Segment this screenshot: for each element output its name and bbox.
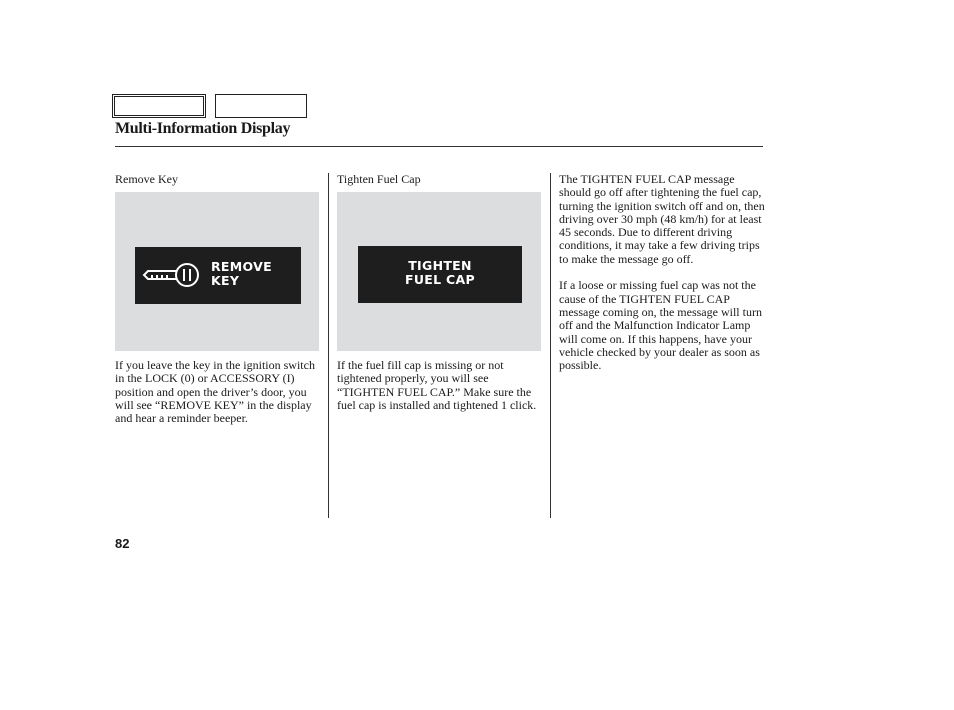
tighten-fuel-cap-message-line2: FUEL CAP xyxy=(405,272,475,287)
title-divider xyxy=(115,146,763,147)
tighten-fuel-cap-message-line1: TIGHTEN xyxy=(408,258,472,273)
nav-tab-table-of-contents[interactable] xyxy=(215,94,307,118)
column-divider-2 xyxy=(550,173,551,518)
remove-key-message-line1: REMOVE xyxy=(211,259,272,274)
page-number: 82 xyxy=(115,536,130,551)
tighten-fuel-cap-display xyxy=(358,246,522,303)
fuel-cap-paragraph-2: If a loose or missing fuel cap was not the cause of the TIGHTEN FUEL CAP message coming on, the message will turn off and the Malfunction Indicator Lamp will come on. If this happens, have your vehicle checked by your dealer as soon as possible. xyxy=(559,278,762,373)
tighten-fuel-cap-caption: Tighten Fuel Cap xyxy=(337,172,421,186)
remove-key-display xyxy=(135,247,301,304)
remove-key-message-line2: KEY xyxy=(211,273,240,288)
remove-key-caption: Remove Key xyxy=(115,172,178,186)
tighten-fuel-cap-paragraph: If the fuel fill cap is missing or not tightened properly, you will see “TIGHTEN FUEL CAP.” Make sure the fuel cap is installed and tightened 1 click. xyxy=(337,358,537,412)
column-divider-1 xyxy=(328,173,329,518)
remove-key-message xyxy=(211,260,272,288)
tighten-fuel-cap-message xyxy=(358,259,522,287)
tighten-fuel-cap-body xyxy=(337,359,543,412)
section-title: Multi-Information Display xyxy=(115,120,291,137)
fuel-cap-explanation xyxy=(559,173,765,372)
fuel-cap-paragraph-1: The TIGHTEN FUEL CAP message should go off after tightening the fuel cap, turning the ignition switch off and on, then driving over 30 mph (48 km/h) for at least 45 seconds. Due to different driving conditions, it may take a few driving trips to make the message go off. xyxy=(559,172,765,266)
nav-tab-main-menu[interactable] xyxy=(112,94,206,118)
remove-key-paragraph: If you leave the key in the ignition switch in the LOCK (0) or ACCESSORY (I) position and open the driver’s door, you will see “REMOVE KEY” in the display and hear a reminder beeper. xyxy=(115,358,315,426)
remove-key-body xyxy=(115,359,321,425)
key-icon xyxy=(142,260,202,290)
